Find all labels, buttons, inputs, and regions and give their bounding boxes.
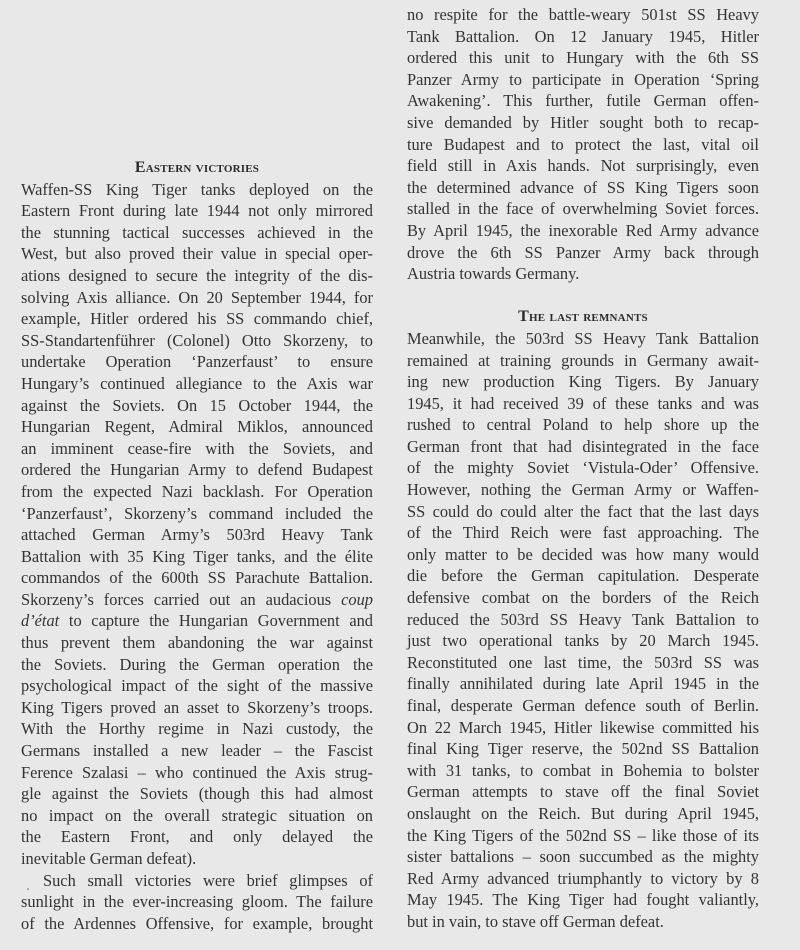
text-line: Austria towards Germany. xyxy=(407,264,580,284)
text-line: defensive combat on the borders of the Reich xyxy=(407,588,759,608)
text-line xyxy=(21,610,373,632)
text-line: gle against the Soviets (though this had almost xyxy=(21,784,373,804)
text-line: Germans installed a new leader – the Fascist xyxy=(21,741,373,761)
text-line: the determined advance of SS King Tigers soon xyxy=(407,177,759,197)
text-line: With the Horthy regime in Nazi custody, the xyxy=(21,719,373,739)
text-line: Hungarian Regent, Admiral Miklos, announced xyxy=(21,417,373,437)
paragraph-last-remnants xyxy=(407,328,759,933)
right-column xyxy=(407,4,759,933)
text-line: Battalion with 35 King Tiger tanks, and the élite xyxy=(21,546,373,566)
text-line: sister battalions – soon succumbed as the mighty xyxy=(407,847,759,867)
text-line: Meanwhile, the 503rd SS Heavy Tank Battalion xyxy=(407,328,759,348)
text-line: of the mighty Soviet ‘Vistula-Oder’ Offensive. xyxy=(407,458,759,478)
text-line: sunlight in the ever-increasing gloom. The failure xyxy=(21,892,373,912)
text-line: ordered the Hungarian Army to defend Budapest xyxy=(21,460,373,480)
text-line: Such small victories were brief glimpses of xyxy=(43,870,373,890)
text-line: By April 1945, the inexorable Red Army advance xyxy=(407,220,759,240)
text-line: inevitable German defeat). xyxy=(21,849,197,868)
text-line: Hungary’s continued allegiance to the Axis war xyxy=(21,373,373,393)
text-line: King Tigers proved an asset to Skorzeny’s troops. xyxy=(21,697,373,717)
text-line: no impact on the overall strategic situation on xyxy=(21,805,373,825)
text-line: However, nothing the German Army or Waffen- xyxy=(407,480,759,500)
text-line: Awakening’. This further, futile German offen- xyxy=(407,91,759,111)
text-line: onslaught on the Reich. But during April 1945, xyxy=(407,803,759,823)
text-line: Panzer Army to participate in Operation ‘Spring xyxy=(407,69,759,89)
text-line: sive demanded by Hitler sought both to recap- xyxy=(407,112,759,132)
text-line: no respite for the battle-weary 501st SS Heavy xyxy=(407,5,759,24)
text-line: Red Army advanced triumphantly to victory by 8 xyxy=(407,868,759,888)
italic-phrase: coup xyxy=(341,589,373,609)
text-line: Reconstituted one last time, the 503rd SS was xyxy=(407,652,759,672)
text-line: May 1945. The King Tiger had fought valiantly, xyxy=(407,890,759,910)
text-line: with 31 tanks, to combat in Bohemia to bolster xyxy=(407,760,759,780)
text-line: final King Tiger reserve, the 502nd SS Battalion xyxy=(407,739,759,759)
text-line: Waffen-SS King Tiger tanks deployed on the xyxy=(21,179,373,199)
text-line: Eastern Front during late 1944 not only mirrored xyxy=(21,201,373,221)
text-line: Ference Szalasi – who continued the Axis strug- xyxy=(21,762,373,782)
text-line: reduced the 503rd SS Heavy Tank Battalion to xyxy=(407,609,759,629)
text-line: ‘Panzerfaust’, Skorzeny’s command included the xyxy=(21,503,373,523)
section-spacer xyxy=(407,285,759,307)
paragraph-eastern-victories xyxy=(21,179,373,870)
text-line: of the Third Reich were fast approaching. The xyxy=(407,523,759,543)
text-line: ture Budapest and to protect the last, vital oil xyxy=(407,134,759,154)
text-line: ations designed to secure the integrity of the dis- xyxy=(21,265,373,285)
text-line: German attempts to stave off the final Soviet xyxy=(407,782,759,802)
text-run: to capture the Hungarian Government and xyxy=(59,611,373,631)
text-line: ing new production King Tigers. By January xyxy=(407,372,759,392)
text-line: the Soviets. During the German operation the xyxy=(21,654,373,674)
text-line: an imminent cease-fire with the Soviets, and xyxy=(21,438,373,458)
text-line: ordered this unit to Hungary with the 6th SS xyxy=(407,48,759,68)
text-line: thus prevent them abandoning the war against xyxy=(21,633,373,653)
paragraph-small-victories-continued xyxy=(407,4,759,285)
text-line: only matter to be decided was how many would xyxy=(407,544,759,564)
text-line: final, desperate German defence south of Berlin. xyxy=(407,696,759,715)
text-line: the King Tigers of the 502nd SS – like those of its xyxy=(407,825,759,845)
text-line: On 22 March 1945, Hitler likewise committed his xyxy=(407,717,759,737)
text-line: Tank Battalion. On 12 January 1945, Hitler xyxy=(407,26,759,46)
text-line: of the Ardennes Offensive, for example, brought xyxy=(21,913,373,933)
scan-speck xyxy=(27,888,29,890)
text-line: psychological impact of the sight of the massive xyxy=(21,676,373,696)
text-run: Skorzeny’s forces carried out an audacious xyxy=(21,589,342,609)
text-line: West, but also proved their value in special oper- xyxy=(21,244,373,264)
text-line: the Eastern Front, and only delayed the xyxy=(21,827,373,847)
text-line: but in vain, to stave off German defeat. xyxy=(407,911,664,931)
text-line: against the Soviets. On 15 October 1944, the xyxy=(21,395,373,415)
text-line: just two operational tanks by 20 March 1945. xyxy=(407,631,759,651)
left-column xyxy=(21,157,373,934)
text-line: from the expected Nazi backlash. For Operation xyxy=(21,481,373,501)
section-heading-eastern-victories: Eastern victories xyxy=(134,159,260,176)
text-line: commandos of the 600th SS Parachute Battalion. xyxy=(21,568,373,588)
text-line: die before the German capitulation. Desperate xyxy=(407,566,759,586)
text-line: the stunning tactical successes achieved in the xyxy=(21,222,373,242)
text-line: drove the 6th SS Panzer Army back through xyxy=(407,242,759,262)
text-line: remained at training grounds in Germany await- xyxy=(407,350,759,370)
text-line: example, Hitler ordered his SS commando chief, xyxy=(21,309,373,329)
text-line: rushed to central Poland to help shore up the xyxy=(407,415,759,435)
section-heading-last-remnants: The last remnants xyxy=(518,308,648,326)
text-line: finally annihilated during late April 1945 in the xyxy=(407,674,759,694)
italic-phrase: d’état xyxy=(21,611,60,631)
text-line: SS-Standartenführer (Colonel) Otto Skorzeny, to xyxy=(21,330,373,350)
text-line: German front that had disintegrated in the face xyxy=(407,436,759,456)
text-line: solving Axis alliance. On 20 September 1944, for xyxy=(21,287,373,307)
text-line: attached German Army’s 503rd Heavy Tank xyxy=(21,525,373,545)
text-line: stalled in the face of overwhelming Soviet forces. xyxy=(407,199,759,219)
text-line xyxy=(21,589,373,611)
text-line: field still in Axis hands. Not surprisingly, even xyxy=(407,156,759,176)
text-line: 1945, it had received 39 of these tanks and was xyxy=(407,393,759,413)
text-line: SS could do could alter the fact that the last days xyxy=(407,501,759,521)
paragraph-small-victories xyxy=(21,870,373,935)
text-line: undertake Operation ‘Panzerfaust’ to ensure xyxy=(21,352,373,372)
